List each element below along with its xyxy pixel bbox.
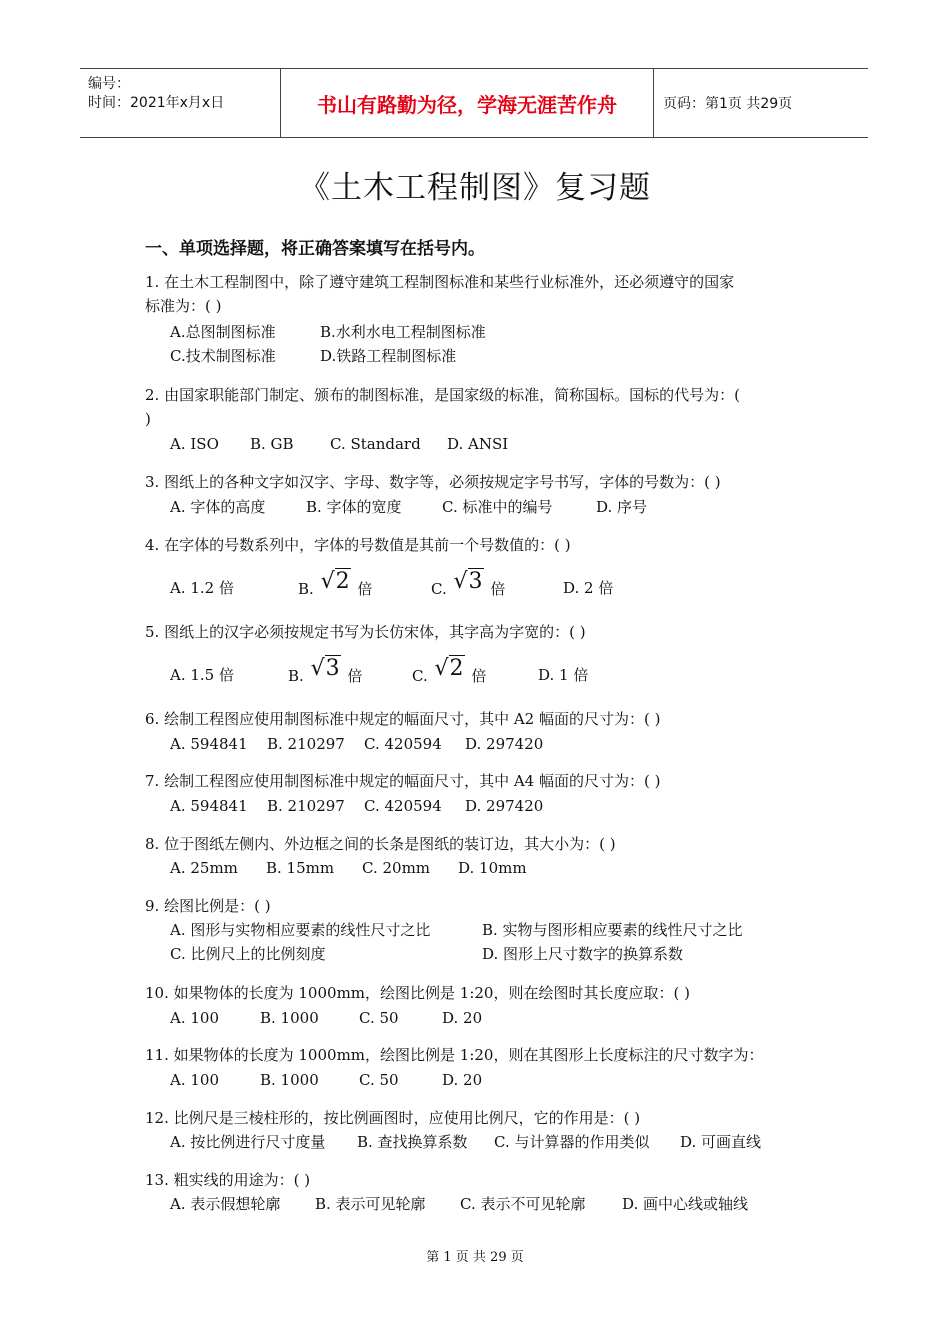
option-b-label: B. [288,667,304,685]
option-a: A. ISO [170,435,219,453]
option-b: B. 查找换算系数 [357,1133,468,1151]
question-text-cont: ) [145,410,151,428]
option-a: A. 图形与实物相应要素的线性尺寸之比 [170,921,431,939]
option-d: D. 20 [442,1071,483,1089]
question-text: 6. 绘制工程图应使用制图标准中规定的幅面尺寸，其中 A2 幅面的尺寸为：( ) [145,710,661,728]
option-c: C. 表示不可见轮廓 [460,1195,586,1213]
radicand: 2 [449,656,464,681]
option-b: B. 字体的宽度 [306,498,402,516]
option-d: D.铁路工程制图标准 [320,347,457,365]
option-d: D. 20 [442,1009,483,1027]
question-5 [145,620,815,644]
question-text: 2. 由国家职能部门制定、颁布的制图标准，是国家级的标准，简称国标。国标的代号为：( [145,386,740,404]
option-b: B. 210297 [267,735,345,753]
option-c-label: C. [431,580,447,598]
option-d: D. 可画直线 [680,1133,762,1151]
option-c-suffix: 倍 [471,667,487,685]
option-c [431,569,506,598]
document-title: 《土木工程制图》复习题 [299,170,651,206]
sqrt-symbol: √ [434,656,449,681]
option-c: C. 标准中的编号 [442,498,553,516]
sqrt-symbol: √ [310,656,325,681]
question-11 [145,1043,815,1067]
doc-number-label: 编号： [88,76,130,92]
question-13 [145,1168,815,1192]
option-d: D. 297420 [465,797,544,815]
question-3 [145,470,815,494]
option-b: B. 210297 [267,797,345,815]
option-a: A. 表示假想轮廓 [170,1195,281,1213]
option-b [298,569,373,598]
sqrt-2-radical [435,657,465,681]
option-b: B.水利水电工程制图标准 [320,323,486,341]
option-b: B. 实物与图形相应要素的线性尺寸之比 [482,921,743,939]
question-text: 8. 位于图纸左侧内、外边框之间的长条是图纸的装订边，其大小为：( ) [145,835,616,853]
question-1 [145,270,815,318]
radicand: 3 [468,569,483,594]
question-text: 4. 在字体的号数系列中，字体的号数值是其前一个号数值的：( ) [145,536,571,554]
sqrt-2-radical [321,570,351,594]
option-a: A. 100 [170,1071,219,1089]
option-d: D. 序号 [596,498,648,516]
option-a: A.总图制图标准 [170,323,276,341]
question-9 [145,894,815,918]
option-d: D. 2 倍 [563,579,614,597]
option-b: B. 15mm [266,859,335,877]
question-text: 13. 粗实线的用途为：( ) [145,1171,311,1189]
option-c-suffix: 倍 [490,580,506,598]
option-c: C. 420594 [364,797,442,815]
option-c: C. 420594 [364,735,442,753]
option-a: A. 1.5 倍 [170,666,234,684]
option-b-label: B. [298,580,314,598]
page-header [80,68,868,138]
option-a: A. 25mm [170,859,238,877]
option-a: A. 字体的高度 [170,498,266,516]
option-c: C. Standard [330,435,421,453]
option-d: D. 10mm [458,859,527,877]
option-a: A. 594841 [170,797,248,815]
sqrt-symbol: √ [453,569,468,594]
option-a: A. 100 [170,1009,219,1027]
option-c: C. 50 [359,1071,399,1089]
option-c-label: C. [412,667,428,685]
option-c [412,656,487,685]
question-7 [145,769,815,793]
option-a: A. 594841 [170,735,248,753]
option-d: D. 图形上尺寸数字的换算系数 [482,945,684,963]
option-a: A. 1.2 倍 [170,579,234,597]
question-text: 3. 图纸上的各种文字如汉字、字母、数字等，必须按规定字号书写，字体的号数为：( ) [145,473,721,491]
question-12 [145,1106,815,1130]
question-text: 12. 比例尺是三棱柱形的，按比例画图时，应使用比例尺，它的作用是：( ) [145,1109,641,1127]
sqrt-3-radical [311,657,341,681]
question-text: 1. 在土木工程制图中，除了遵守建筑工程制图标准和某些行业标准外，还必须遵守的国家 [145,273,735,291]
question-text-cont: 标准为：( ) [145,297,222,315]
header-meta-cell [80,69,280,137]
option-d: D. 297420 [465,735,544,753]
option-a: A. 按比例进行尺寸度量 [170,1133,326,1151]
section-heading: 一、单项选择题，将正确答案填写在括号内。 [145,239,485,259]
header-page-info: 页码：第1页 共29页 [663,96,793,112]
option-b: B. GB [250,435,294,453]
option-d: D. 1 倍 [538,666,589,684]
option-b: B. 1000 [260,1071,319,1089]
header-motto: 书山有路勤为径，学海无涯苦作舟 [280,69,654,137]
option-c: C. 50 [359,1009,399,1027]
option-b [288,656,363,685]
question-text: 11. 如果物体的长度为 1000mm，绘图比例是 1:20，则在其图形上长度标注的尺寸数字为： [145,1046,764,1064]
question-text: 7. 绘制工程图应使用制图标准中规定的幅面尺寸，其中 A4 幅面的尺寸为：( ) [145,772,661,790]
option-c: C.技术制图标准 [170,347,276,365]
radicand: 3 [325,656,340,681]
radicand: 2 [335,569,350,594]
option-b: B. 1000 [260,1009,319,1027]
sqrt-3-radical [454,570,484,594]
option-d: D. ANSI [447,435,509,453]
option-c: C. 与计算器的作用类似 [494,1133,650,1151]
option-b-suffix: 倍 [347,667,363,685]
option-b: B. 表示可见轮廓 [315,1195,426,1213]
option-b-suffix: 倍 [357,580,373,598]
question-text: 9. 绘图比例是：( ) [145,897,271,915]
question-text: 5. 图纸上的汉字必须按规定书写为长仿宋体，其字高为字宽的：( ) [145,623,586,641]
question-10 [145,981,815,1005]
question-2 [145,383,815,431]
sqrt-symbol: √ [320,569,335,594]
page-footer: 第 1 页 共 29 页 [426,1250,524,1265]
question-6 [145,707,815,731]
question-4 [145,533,815,557]
option-c: C. 比例尺上的比例刻度 [170,945,326,963]
question-8 [145,832,815,856]
option-c: C. 20mm [362,859,431,877]
question-text: 10. 如果物体的长度为 1000mm，绘图比例是 1:20，则在绘图时其长度应取：( ) [145,984,690,1002]
option-d: D. 画中心线或轴线 [622,1195,749,1213]
doc-time-label: 时间：2021年x月x日 [88,95,225,111]
